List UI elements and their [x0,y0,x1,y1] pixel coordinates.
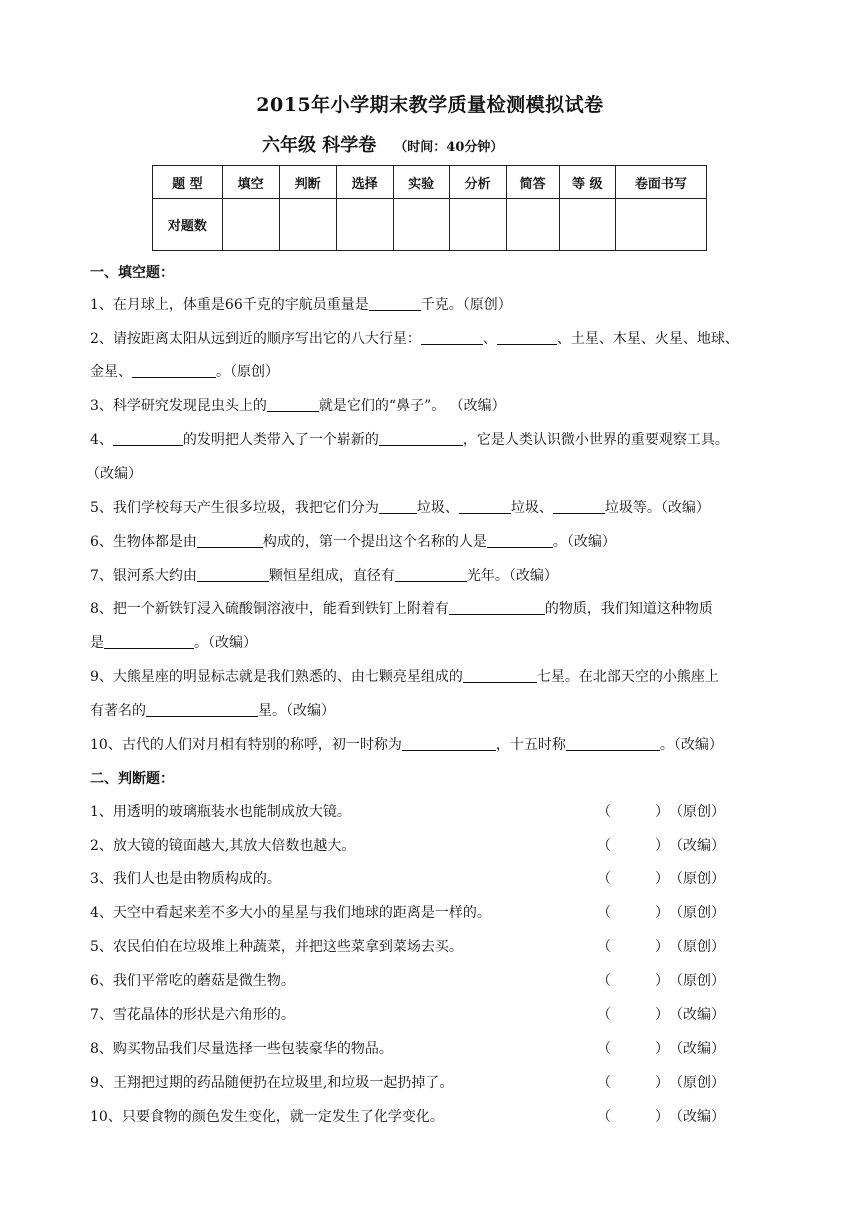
answer-blank[interactable] [395,567,467,582]
answer-blank[interactable] [104,634,194,649]
header-cell: 选择 [336,166,393,199]
score-input-cell[interactable] [279,199,336,251]
header-cell: 等 级 [559,166,615,199]
question-3: 3、科学研究发现昆虫头上的 就是它们的“鼻子”。 （改编） [90,398,506,414]
question-source: （改编） [669,1007,725,1023]
answer-blank[interactable] [463,668,537,683]
question-9: 9、大熊星座的明显标志就是我们熟悉的、由七颗亮星组成的 七星。在北部天空的小熊座上 [90,669,719,685]
score-input-cell[interactable] [615,199,706,251]
question-source: （改编） [669,1041,725,1057]
score-input-cell[interactable] [559,199,615,251]
answer-blank[interactable] [459,499,511,514]
score-input-cell[interactable] [222,199,279,251]
answer-paren[interactable]: （ ） [597,939,669,955]
question-source: （原创） [669,1075,725,1091]
answer-blank[interactable] [369,296,421,311]
question-2-cont: 金星、 。（原创） [90,364,279,380]
answer-blank[interactable] [487,533,553,548]
answer-paren[interactable]: （ ） [597,1109,669,1125]
question-source: （原创） [669,905,725,921]
header-cell: 填空 [222,166,279,199]
answer-paren[interactable]: （ ） [597,973,669,989]
answer-blank[interactable] [566,736,660,751]
answer-blank[interactable] [197,533,263,548]
question-source: （原创） [669,804,725,820]
question-5: 5、我们学校每天产生很多垃圾，我把它们分为 垃圾、 垃圾、 垃圾等。（改编） [90,500,710,516]
score-table [152,165,707,251]
answer-blank[interactable] [113,431,183,446]
header-cell: 题 型 [153,166,223,199]
judge-question: 2、放大镜的镜面越大,其放大倍数也越大。 （ ） （改编） [90,835,730,855]
question-9-cont: 有著名的 星。（改编） [90,703,335,719]
answer-blank[interactable] [421,330,483,345]
exam-title: 2015年小学期末教学质量检测模拟试卷 [256,94,604,116]
answer-paren[interactable]: （ ） [597,1007,669,1023]
question-8-cont: 是 。（改编） [90,635,257,651]
answer-paren[interactable]: （ ） [597,838,669,854]
answer-blank[interactable] [449,600,545,615]
score-table-answer-row [153,199,707,251]
header-cell: 实验 [393,166,449,199]
answer-blank[interactable] [379,431,463,446]
answer-paren[interactable]: （ ） [597,804,669,820]
judge-question: 9、王翔把过期的药品随便扔在垃圾里,和垃圾一起扔掉了。 （ ） （原创） [90,1072,730,1092]
answer-paren[interactable]: （ ） [597,1075,669,1091]
judge-question: 3、我们人也是由物质构成的。 （ ） （原创） [90,868,730,888]
answer-blank[interactable] [197,567,269,582]
exam-subtitle [262,131,503,157]
question-source: （改编） [669,838,725,854]
score-input-cell[interactable] [336,199,393,251]
question-4: 4、 的发明把人类带入了一个崭新的 ，它是人类认识微小世界的重要观察工具。 [90,432,729,448]
row-label-cell: 对题数 [153,199,223,251]
question-source: （原创） [669,973,725,989]
question-source: （原创） [669,871,725,887]
judge-question: 7、雪花晶体的形状是六角形的。 （ ） （改编） [90,1004,730,1024]
answer-paren[interactable]: （ ） [597,871,669,887]
question-10: 10、古代的人们对月相有特别的称呼，初一时称为 ，十五时称 。（改编） [90,737,723,753]
answer-blank[interactable] [146,702,258,717]
section-judge-title: 二、判断题： [90,771,174,787]
answer-blank[interactable] [553,499,605,514]
header-cell: 卷面书写 [615,166,706,199]
score-input-cell[interactable] [506,199,559,251]
question-1: 1、在月球上，体重是66千克的宇航员重量是 千克。（原创） [90,297,512,313]
answer-blank[interactable] [379,499,417,514]
judge-question: 5、农民伯伯在垃圾堆上种蔬菜，并把这些菜拿到菜场去买。 （ ） （原创） [90,936,730,956]
score-table-header-row [153,166,707,199]
answer-blank[interactable] [132,363,216,378]
header-cell: 分析 [449,166,506,199]
question-4-cont: （改编） [86,466,142,482]
answer-paren[interactable]: （ ） [597,1041,669,1057]
exam-time: （时间：40分钟） [394,140,504,155]
question-source: （原创） [669,939,725,955]
answer-blank[interactable] [267,397,319,412]
judge-question: 8、购买物品我们尽量选择一些包装豪华的物品。 （ ） （改编） [90,1038,730,1058]
judge-question: 6、我们平常吃的蘑菇是微生物。 （ ） （原创） [90,970,730,990]
question-8: 8、把一个新铁钉浸入硫酸铜溶液中，能看到铁钉上附着有 的物质，我们知道这种物质 [90,601,713,617]
judge-question: 4、天空中看起来差不多大小的星星与我们地球的距离是一样的。 （ ） （原创） [90,902,730,922]
header-cell: 判断 [279,166,336,199]
header-cell: 简答 [506,166,559,199]
answer-blank[interactable] [497,330,557,345]
score-input-cell[interactable] [393,199,449,251]
judge-question: 1、用透明的玻璃瓶装水也能制成放大镜。 （ ） （原创） [90,801,730,821]
score-input-cell[interactable] [449,199,506,251]
question-source: （改编） [669,1109,725,1125]
question-6: 6、生物体都是由 构成的，第一个提出这个名称的人是 。（改编） [90,534,616,550]
section-fill-blank-title: 一、填空题： [90,265,174,281]
judge-question: 10、只要食物的颜色发生变化，就一定发生了化学变化。 （ ） （改编） [90,1106,730,1126]
grade-subject: 六年级 科学卷 [262,135,377,156]
question-2: 2、请按距离太阳从远到近的顺序写出它的八大行星： 、 、土星、木星、火星、地球、 [90,331,739,347]
answer-blank[interactable] [402,736,496,751]
question-7: 7、银河系大约由 颗恒星组成，直径有 光年。（改编） [90,568,558,584]
answer-paren[interactable]: （ ） [597,905,669,921]
